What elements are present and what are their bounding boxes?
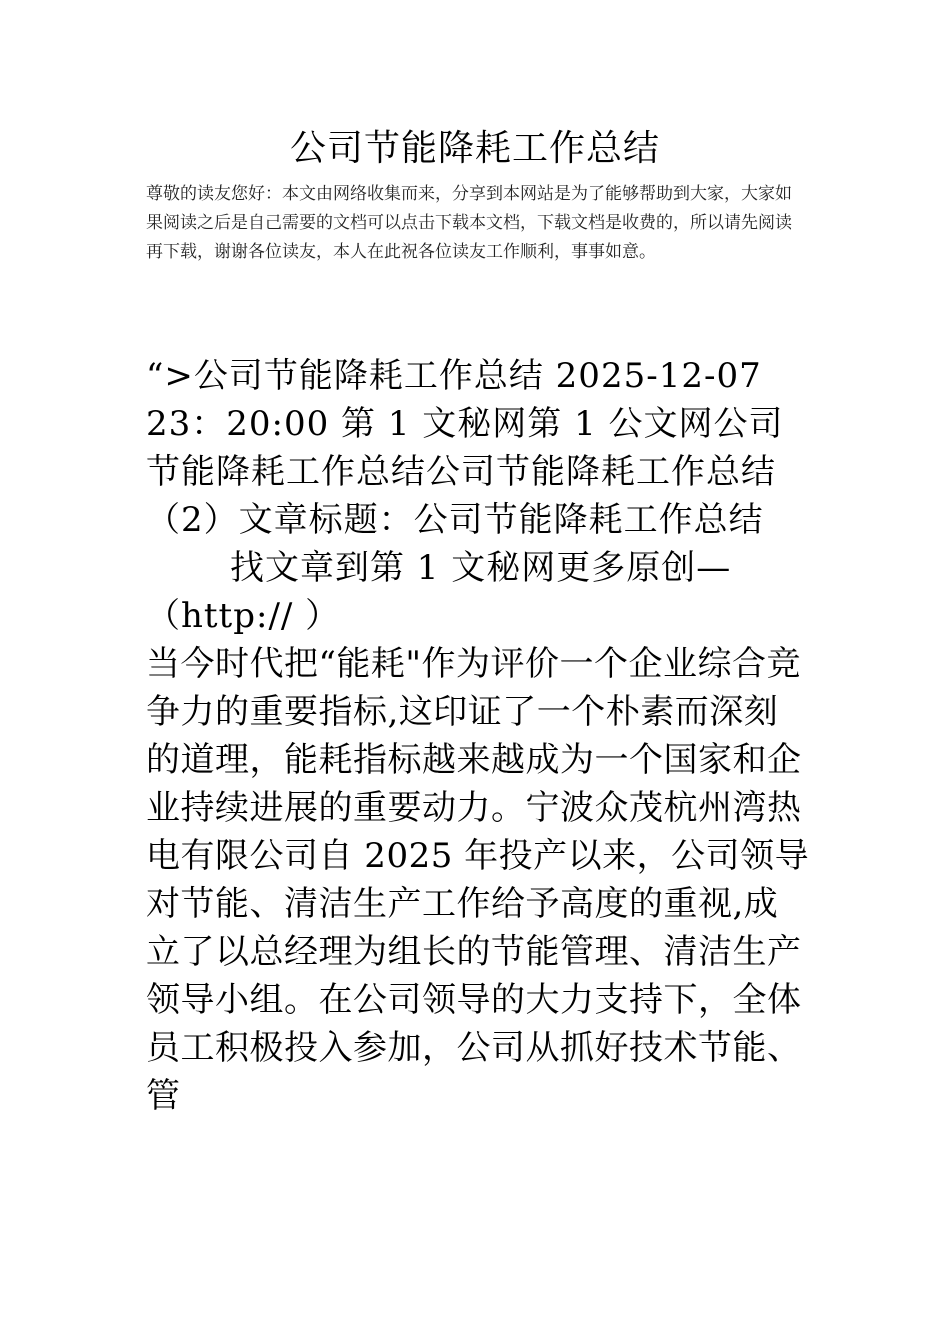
reader-notice: 尊敬的读友您好：本文由网络收集而来，分享到本网站是为了能够帮助到大家，大家如果阅读之后是自己需要的文档可以点击下载本文档，下载文档是收费的，所以请先阅读再下载，谢谢各位读友，本人在此祝各位读友工作顺利，事事如意。 [146,184,792,262]
paragraph-source: 找文章到第 1 文秘网更多原创—（http:// ） [146,548,732,636]
document-body [146,352,811,1120]
document-title: 公司节能降耗工作总结 [289,128,660,169]
paragraph-main: 当今时代把“能耗"作为评价一个企业综合竞争力的重要指标,这印证了一个朴素而深刻的道理，能耗指标越来越成为一个国家和企业持续进展的重要动力。宁波众茂杭州湾热电有限公司自 2025 年投产以来，公司领导对节能、清洁生产工作给予高度的重视,成立了以总经理为组长的节能管理、清洁生产领导小组。在公司领导的大力支持下，全体员工积极投入参加，公司从抓好技术节能、管 [146,644,810,1116]
paragraph-meta: “>公司节能降耗工作总结 2025-12-07 23：20:00 第 1 文秘网第 1 公文网公司节能降耗工作总结公司节能降耗工作总结（2）文章标题：公司节能降耗工作总结 [146,356,784,540]
